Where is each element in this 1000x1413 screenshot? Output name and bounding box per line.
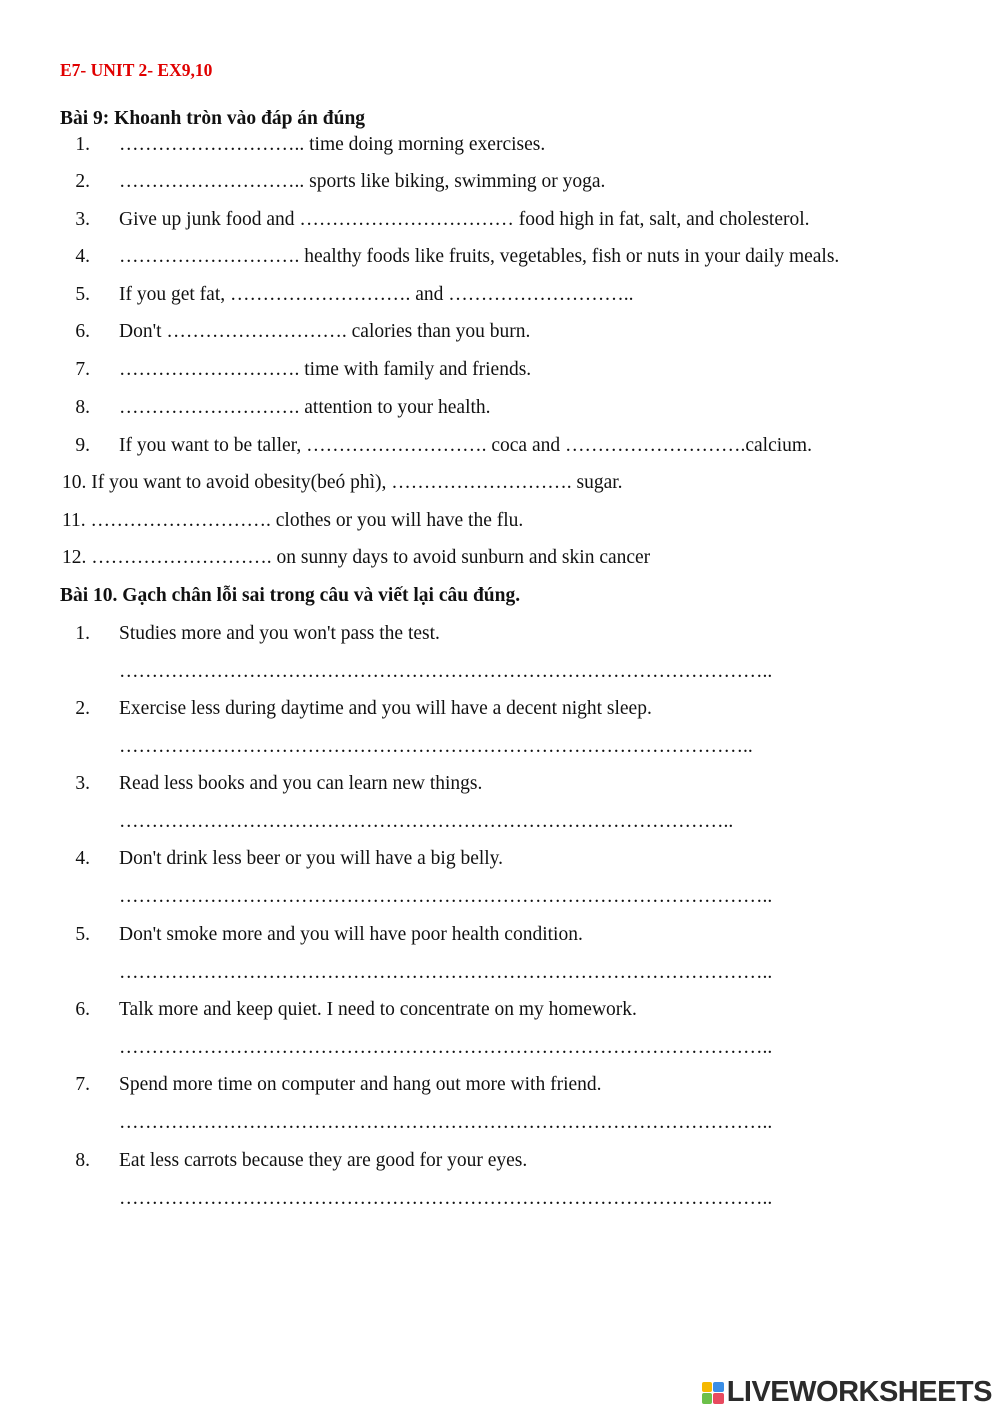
liveworksheets-logo-icon bbox=[702, 1382, 724, 1404]
ex9-item-text: ……………………….. sports like biking, swimming or yoga. bbox=[119, 171, 606, 192]
worksheet-title: E7- UNIT 2- EX9,10 bbox=[60, 60, 213, 80]
ex9-item-number: 4. bbox=[75, 246, 90, 267]
ex10-item-number: 7. bbox=[75, 1074, 90, 1095]
ex10-item-number: 6. bbox=[75, 999, 90, 1020]
ex9-item-number: 3. bbox=[75, 209, 90, 230]
ex9-item-number: 7. bbox=[75, 359, 90, 380]
exercise-9-heading: Bài 9: Khoanh tròn vào đáp án đúng bbox=[60, 108, 366, 129]
logo-square bbox=[702, 1382, 713, 1393]
ex9-item-text: ……………………….. time doing morning exercises. bbox=[119, 134, 546, 155]
ex10-answer-line[interactable]: ………………………………………………………………………………….. bbox=[119, 811, 734, 832]
ex10-item-text: Read less books and you can learn new things. bbox=[119, 773, 483, 794]
ex10-item-text: Spend more time on computer and hang out more with friend. bbox=[119, 1074, 602, 1095]
logo-square bbox=[713, 1382, 724, 1393]
ex9-item-text: 11. ………………………. clothes or you will have the flu. bbox=[62, 510, 524, 531]
ex10-item-text: Don't smoke more and you will have poor health condition. bbox=[119, 924, 583, 945]
ex10-answer-line[interactable]: …………………………………………………………………………………….. bbox=[119, 736, 753, 757]
logo-square bbox=[713, 1393, 724, 1404]
ex10-item-number: 3. bbox=[75, 773, 90, 794]
ex10-item-text: Don't drink less beer or you will have a big belly. bbox=[119, 848, 504, 869]
ex9-item-text: If you get fat, ………………………. and ……………………….. bbox=[119, 284, 634, 305]
ex10-answer-line[interactable]: ……………………………………………………………………………………….. bbox=[119, 886, 773, 907]
ex9-item-number: 6. bbox=[75, 321, 90, 342]
ex9-item-text: Give up junk food and …………………………… food high in fat, salt, and cholesterol. bbox=[119, 209, 810, 230]
ex10-answer-line[interactable]: ……………………………………………………………………………………….. bbox=[119, 1037, 773, 1058]
ex9-item-text: ………………………. attention to your health. bbox=[119, 397, 491, 418]
ex9-item-number: 5. bbox=[75, 284, 90, 305]
ex10-item-number: 5. bbox=[75, 924, 90, 945]
ex10-answer-line[interactable]: ……………………………………………………………………………………….. bbox=[119, 661, 773, 682]
liveworksheets-logo-text: LIVEWORKSHEETS bbox=[726, 1376, 992, 1408]
ex10-item-number: 8. bbox=[75, 1150, 90, 1171]
ex9-item-text: ………………………. healthy foods like fruits, vegetables, fish or nuts in your daily meals. bbox=[119, 246, 840, 267]
exercise-10-heading: Bài 10. Gạch chân lỗi sai trong câu và viết lại câu đúng. bbox=[60, 585, 521, 606]
ex9-item-text: 12. ………………………. on sunny days to avoid sunburn and skin cancer bbox=[62, 547, 651, 568]
ex10-answer-line[interactable]: ……………………………………………………………………………………….. bbox=[119, 962, 773, 983]
ex10-item-text: Exercise less during daytime and you will have a decent night sleep. bbox=[119, 698, 652, 719]
ex10-item-number: 1. bbox=[75, 623, 90, 644]
logo-square bbox=[702, 1393, 713, 1404]
ex10-item-text: Talk more and keep quiet. I need to concentrate on my homework. bbox=[119, 999, 637, 1020]
ex9-item-number: 2. bbox=[75, 171, 90, 192]
ex9-item-text: 10. If you want to avoid obesity(beó phì), ………………………. sugar. bbox=[62, 472, 623, 493]
ex9-item-number: 1. bbox=[75, 134, 90, 155]
ex10-item-text: Eat less carrots because they are good for your eyes. bbox=[119, 1150, 528, 1171]
ex10-item-text: Studies more and you won't pass the test. bbox=[119, 623, 440, 644]
ex9-item-text: ………………………. time with family and friends. bbox=[119, 359, 532, 380]
ex10-item-number: 2. bbox=[75, 698, 90, 719]
ex9-item-number: 9. bbox=[75, 435, 90, 456]
ex9-item-number: 8. bbox=[75, 397, 90, 418]
ex9-item-text: If you want to be taller, ………………………. coca and ……………………….calcium. bbox=[119, 435, 812, 456]
ex10-item-number: 4. bbox=[75, 848, 90, 869]
ex10-answer-line[interactable]: ……………………………………………………………………………………….. bbox=[119, 1188, 773, 1209]
liveworksheets-logo bbox=[702, 1378, 992, 1407]
ex9-item-text: Don't ………………………. calories than you burn. bbox=[119, 321, 531, 342]
ex10-answer-line[interactable]: ……………………………………………………………………………………….. bbox=[119, 1112, 773, 1133]
